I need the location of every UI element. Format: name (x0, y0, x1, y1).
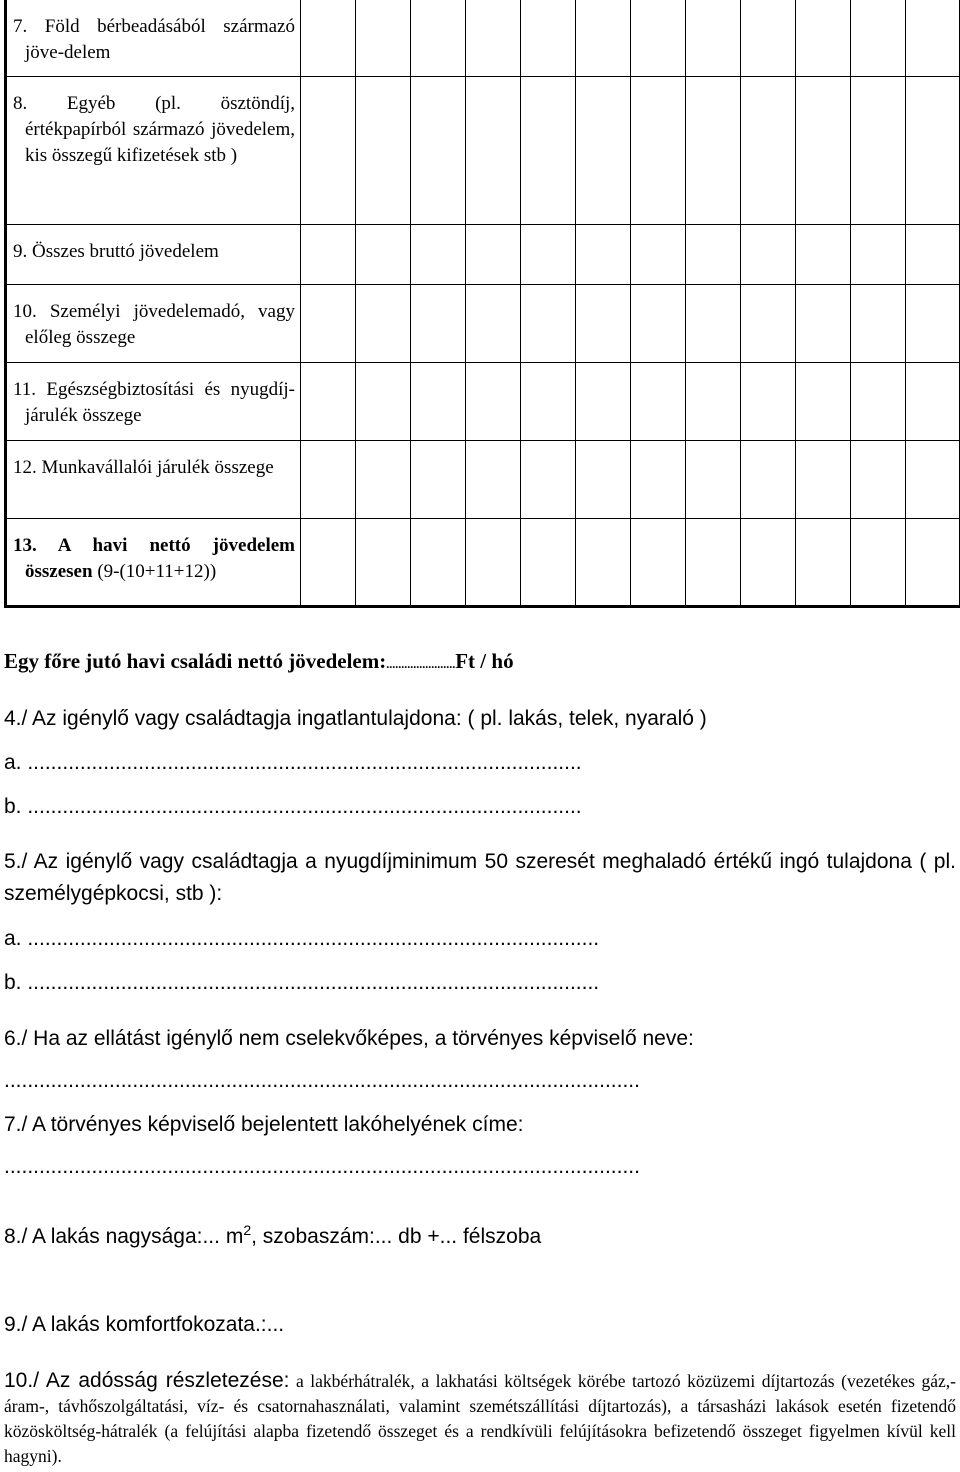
q4-a-field[interactable]: a. ............................................................................................... (4, 751, 582, 774)
table-row (6, 0, 960, 76)
q8-part2: m (219, 1225, 244, 1248)
per-capita-dots[interactable]: ....................... (386, 657, 456, 671)
amount-cell[interactable] (521, 0, 576, 76)
table-row (6, 284, 960, 362)
amount-cell[interactable] (686, 440, 741, 518)
row-label: 8. Egyéb (pl. ösztöndíj, értékpapírból származó jövedelem, kis összegű kifizetések stb ) (13, 92, 295, 166)
amount-cell[interactable] (851, 0, 906, 76)
amount-cell[interactable] (796, 518, 851, 606)
row-label: 7. Föld bérbeadásából származó jöve-delem (13, 16, 295, 63)
amount-cell[interactable] (741, 440, 796, 518)
amount-cell[interactable] (356, 224, 411, 284)
amount-cell[interactable] (796, 0, 851, 76)
amount-cell[interactable] (466, 0, 521, 76)
row-label-cell (6, 224, 301, 284)
row-label-cell (6, 0, 301, 76)
amount-cell[interactable] (741, 284, 796, 362)
table-row (6, 76, 960, 224)
q10-body: a lakbérhátralék, a lakhatási költségek körébe tartozó közüzemi díjtartozás (vezetékes gáz,- áram-, távhőszolgáltatási, víz- és csatornahasználati, valamint szemétszállítási díjtartozás), a társasházi lakások esetén fizetendő közösköltség-hátralék (a felújítási alapba fizetendő összeget és a rendkívüli felújításokra befizetendő összeget figyelmen kívül kell hagyni). (4, 1371, 956, 1466)
amount-cell[interactable] (631, 284, 686, 362)
amount-cell[interactable] (301, 284, 356, 362)
amount-cell[interactable] (686, 284, 741, 362)
amount-cell[interactable] (301, 518, 356, 606)
q5-b-field[interactable]: b. .................................................................................................. (4, 971, 600, 994)
amount-cell[interactable] (741, 518, 796, 606)
amount-cell[interactable] (796, 284, 851, 362)
amount-cell[interactable] (851, 224, 906, 284)
amount-cell[interactable] (851, 284, 906, 362)
q5-title: 5./ Az igénylő vagy családtagja a nyugdíjminimum 50 szeresét meghaladó értékű ingó tulajdona ( pl. személygépkocsi, stb ): (4, 850, 956, 905)
amount-cell[interactable] (796, 440, 851, 518)
amount-cell[interactable] (411, 284, 466, 362)
q8-sup: 2 (243, 1222, 252, 1238)
amount-cell[interactable] (356, 362, 411, 440)
amount-cell[interactable] (906, 284, 960, 362)
amount-cell[interactable] (301, 76, 356, 224)
table-row (6, 440, 960, 518)
amount-cell[interactable] (631, 0, 686, 76)
row-label-cell (6, 76, 301, 224)
amount-cell[interactable] (631, 224, 686, 284)
amount-cell[interactable] (686, 0, 741, 76)
amount-cell[interactable] (521, 362, 576, 440)
amount-cell[interactable] (521, 440, 576, 518)
amount-cell[interactable] (466, 440, 521, 518)
q4-b-field[interactable]: b. ............................................................................................... (4, 795, 582, 818)
amount-cell[interactable] (631, 518, 686, 606)
amount-cell[interactable] (686, 224, 741, 284)
amount-cell[interactable] (466, 76, 521, 224)
q5-a-field[interactable]: a. .................................................................................................. (4, 927, 600, 950)
row-label-bold: 13. A havi nettó jövedelem összesen (13, 534, 295, 582)
q4-title: 4./ Az igénylő vagy családtagja ingatlantulajdona: ( pl. lakás, telek, nyaraló ) (4, 707, 707, 730)
q10-heading: 10./ Az adósság részletezése: (4, 1369, 290, 1392)
row-label-cell (6, 284, 301, 362)
q6-title: 6./ Ha az ellátást igénylő nem cselekvőképes, a törvényes képviselő neve: (4, 1027, 694, 1050)
amount-cell[interactable] (631, 440, 686, 518)
amount-cell[interactable] (576, 0, 631, 76)
amount-cell[interactable] (906, 362, 960, 440)
row-label-cell (6, 362, 301, 440)
amount-cell[interactable] (411, 362, 466, 440)
amount-cell[interactable] (796, 224, 851, 284)
amount-cell[interactable] (301, 0, 356, 76)
amount-cell[interactable] (851, 76, 906, 224)
amount-cell[interactable] (466, 362, 521, 440)
amount-cell[interactable] (576, 76, 631, 224)
amount-cell[interactable] (466, 284, 521, 362)
amount-cell[interactable] (576, 440, 631, 518)
amount-cell[interactable] (686, 76, 741, 224)
amount-cell[interactable] (576, 284, 631, 362)
amount-cell[interactable] (631, 76, 686, 224)
table-row (6, 224, 960, 284)
amount-cell[interactable] (741, 76, 796, 224)
amount-cell[interactable] (576, 518, 631, 606)
table-row (6, 518, 960, 606)
amount-cell[interactable] (356, 440, 411, 518)
amount-cell[interactable] (906, 440, 960, 518)
q6-field[interactable]: ............................................................................................................. (4, 1069, 640, 1092)
amount-cell[interactable] (521, 518, 576, 606)
amount-cell[interactable] (356, 76, 411, 224)
amount-cell[interactable] (851, 440, 906, 518)
amount-cell[interactable] (741, 362, 796, 440)
amount-cell[interactable] (796, 76, 851, 224)
row-label: 10. Személyi jövedelemadó, vagy előleg összege (13, 300, 295, 348)
row-label: 9. Összes bruttó jövedelem (13, 240, 219, 262)
amount-cell[interactable] (906, 76, 960, 224)
q10-paragraph (4, 1368, 956, 1469)
per-capita-income-line (4, 646, 514, 679)
q8-part3: , szobaszám:... db +... félszoba (251, 1225, 542, 1248)
amount-cell[interactable] (411, 440, 466, 518)
amount-cell[interactable] (301, 362, 356, 440)
row-label (7, 519, 300, 585)
row-label: 12. Munkavállalói járulék összege (13, 456, 274, 478)
amount-cell[interactable] (301, 224, 356, 284)
amount-cell[interactable] (631, 362, 686, 440)
amount-cell[interactable] (851, 518, 906, 606)
table-row (6, 362, 960, 440)
q9-line: 9./ A lakás komfortfokozata.:... (4, 1313, 285, 1336)
amount-cell[interactable] (851, 362, 906, 440)
amount-cell[interactable] (356, 518, 411, 606)
amount-cell[interactable] (741, 0, 796, 76)
amount-cell[interactable] (466, 224, 521, 284)
amount-cell[interactable] (521, 76, 576, 224)
row-label-rest: (9-(10+11+12)) (92, 560, 217, 582)
amount-cell[interactable] (411, 518, 466, 606)
amount-cell[interactable] (576, 362, 631, 440)
amount-cell[interactable] (686, 518, 741, 606)
amount-cell[interactable] (796, 362, 851, 440)
amount-cell[interactable] (686, 362, 741, 440)
amount-cell[interactable] (521, 284, 576, 362)
income-table (4, 0, 960, 608)
amount-cell[interactable] (411, 0, 466, 76)
row-label-cell (6, 518, 301, 606)
amount-cell[interactable] (356, 0, 411, 76)
amount-cell[interactable] (906, 0, 960, 76)
per-capita-unit: Ft / hó (455, 649, 514, 673)
q8-part1: 8./ A lakás nagysága:... (4, 1225, 220, 1248)
amount-cell[interactable] (411, 224, 466, 284)
amount-cell[interactable] (576, 224, 631, 284)
amount-cell[interactable] (466, 518, 521, 606)
row-label-cell (6, 440, 301, 518)
per-capita-label: Egy főre jutó havi családi nettó jövedelem: (4, 649, 387, 673)
amount-cell[interactable] (906, 518, 960, 606)
amount-cell[interactable] (741, 224, 796, 284)
q8-line (4, 1222, 956, 1252)
amount-cell[interactable] (906, 224, 960, 284)
row-label: 11. Egészségbiztosítási és nyugdíj-járulék összege (13, 378, 295, 426)
q7-title: 7./ A törvényes képviselő bejelentett lakóhelyének címe: (4, 1113, 524, 1136)
amount-cell[interactable] (356, 284, 411, 362)
amount-cell[interactable] (301, 440, 356, 518)
amount-cell[interactable] (521, 224, 576, 284)
amount-cell[interactable] (411, 76, 466, 224)
q7-field[interactable]: ............................................................................................................. (4, 1155, 640, 1178)
